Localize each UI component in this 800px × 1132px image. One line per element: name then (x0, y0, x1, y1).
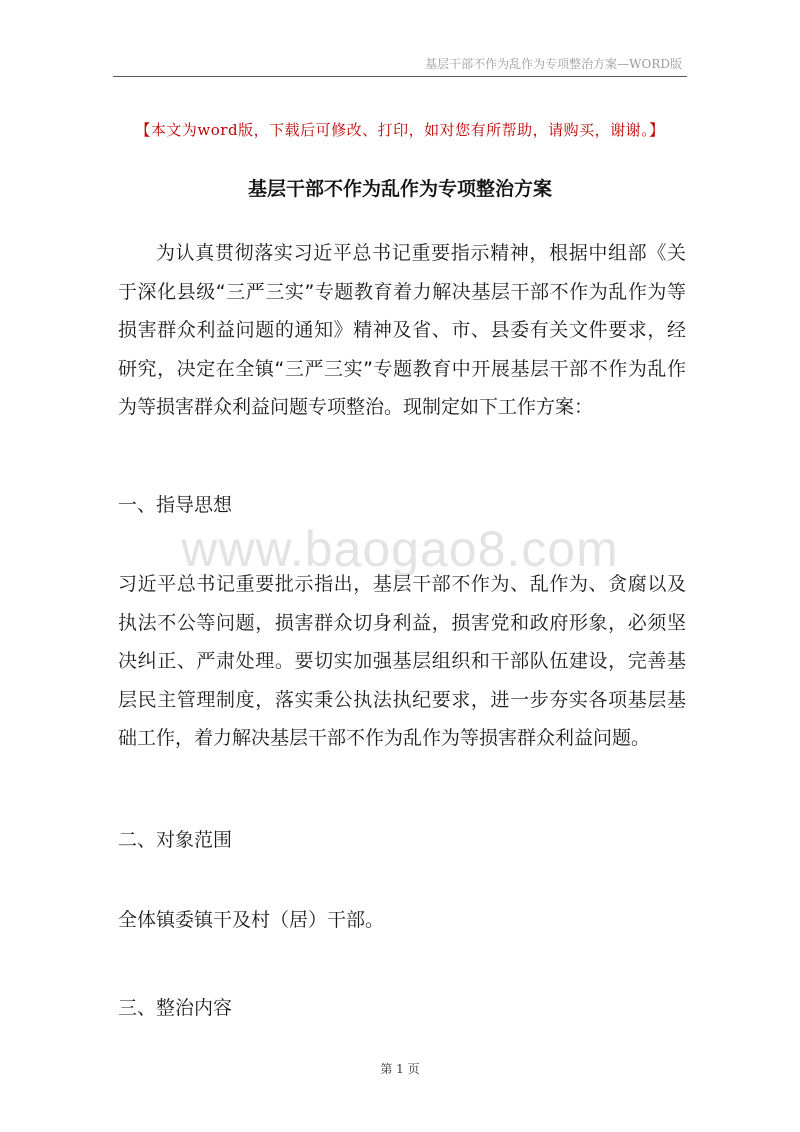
page-number: 第 1 页 (380, 1062, 420, 1076)
section-body-guiding-ideology: 习近平总书记重要批示指出，基层干部不作为、乱作为、贪腐以及执法不公等问题，损害群众切身利益，损害党和政府形象，必须坚决纠正、严肃处理。要切实加强基层组织和干部队伍建设，完善基层民主管理制度，落实秉公执法执纪要求，进一步夯实各项基层基础工作，着力解决基层干部不作为乱作为等损害群众利益问题。 (118, 573, 686, 749)
watermark: www.baogao8.com (181, 521, 619, 577)
section-heading-scope: 二、对象范围 (118, 829, 233, 851)
header-rule (113, 76, 687, 77)
download-notice: 【本文为word版，下载后可修改、打印，如对您有所帮助，请购买，谢谢。】 (135, 121, 665, 139)
section-body-scope: 全体镇委镇干及村（居）干部。 (118, 909, 385, 931)
running-header: 基层干部不作为乱作为专项整治方案—WORD版 (425, 57, 682, 71)
section-heading-guiding-ideology: 一、指导思想 (118, 494, 233, 516)
section-heading-rectification-content: 三、整治内容 (118, 997, 233, 1019)
intro-paragraph: 为认真贯彻落实习近平总书记重要指示精神，根据中组部《关于深化县级“三严三实”专题教育着力解决基层干部不作为乱作为等损害群众利益问题的通知》精神及省、市、县委有关文件要求，经研究，决定在全镇“三严三实”专题教育中开展基层干部不作为乱作为等损害群众利益问题专项整治。现制定如下工作方案： (118, 242, 686, 418)
document-title: 基层干部不作为乱作为专项整治方案 (247, 178, 552, 200)
